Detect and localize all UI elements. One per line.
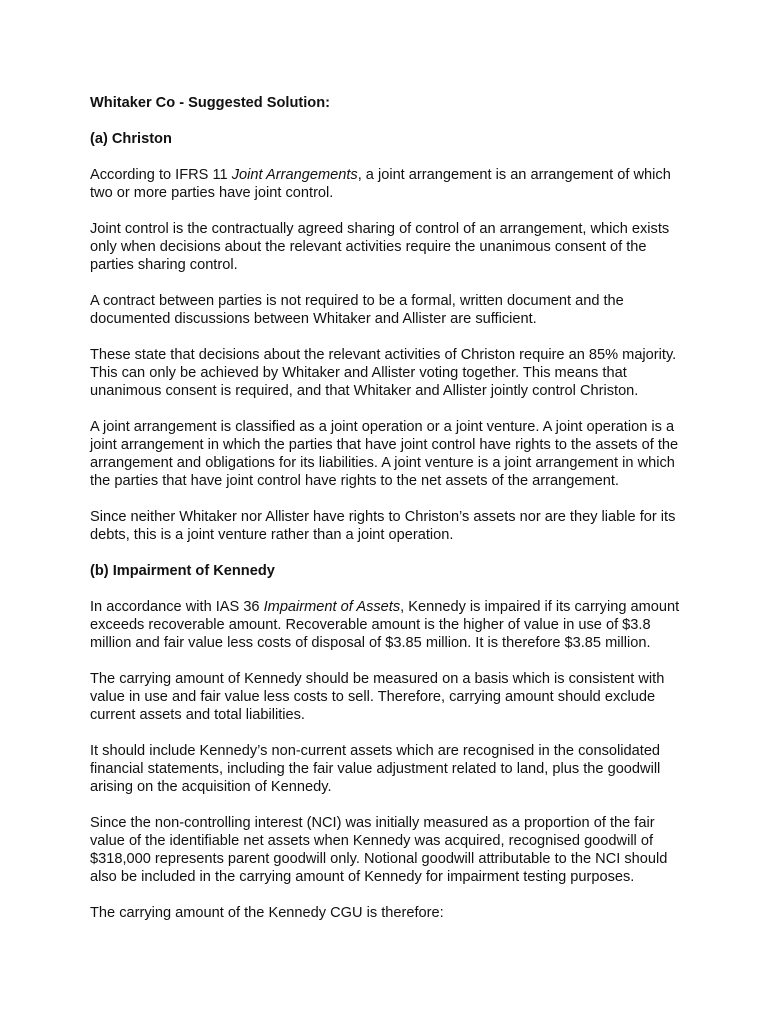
standard-title: Joint Arrangements	[231, 167, 358, 183]
paragraph-text: , Kennedy is impaired if its carrying amount exceeds recoverable amount. Recoverable amount is the higher of value in use of $3.8 million and fair value less costs of disposal of $3.85 million. It is therefore $3.85 million.	[90, 599, 680, 651]
standard-title: Impairment of Assets	[263, 599, 401, 615]
paragraph-nci-goodwill: Since the non-controlling interest (NCI) was initially measured as a proportion of the fair value of the identifiable net assets when Kennedy was acquired, recognised goodwill of $318,000 represents parent goodwill only. Notional goodwill attributable to the NCI should also be included in the carrying amount of Kennedy for impairment testing purposes.	[90, 815, 668, 885]
paragraph-text: According to IFRS 11	[90, 167, 232, 183]
paragraph-classification: A joint arrangement is classified as a joint operation or a joint venture. A joint operation is a joint arrangement in which the parties that have joint control have rights to the assets of the arrangement and obligations for its liabilities. A joint venture is a joint arrangement in which the parties that have joint control have rights to the net assets of the arrangement.	[90, 419, 679, 489]
paragraph-joint-control: Joint control is the contractually agreed sharing of control of an arrangement, which exists only when decisions about the relevant activities require the unanimous consent of the parties sharing control.	[90, 221, 670, 273]
paragraph-text: In accordance with IAS 36	[90, 599, 264, 615]
paragraph-majority: These state that decisions about the relevant activities of Christon require an 85% majority. This can only be achieved by Whitaker and Allister voting together. This means that unanimous consent is required, and that Whitaker and Allister jointly control Christon.	[90, 347, 677, 399]
section-heading-christon: (a) Christon	[90, 131, 172, 147]
paragraph-non-current-assets: It should include Kennedy’s non-current assets which are recognised in the consolidated financial statements, including the fair value adjustment related to land, plus the goodwill arising on the acquisition of Kennedy.	[90, 743, 661, 795]
section-heading-impairment: (b) Impairment of Kennedy	[90, 563, 275, 579]
paragraph-ias36	[90, 598, 690, 652]
paragraph-text: , a joint arrangement is an arrangement of which two or more parties have joint control.	[90, 167, 671, 201]
paragraph-joint-venture-conclusion: Since neither Whitaker nor Allister have rights to Christon’s assets nor are they liable for its debts, this is a joint venture rather than a joint operation.	[90, 509, 676, 543]
document-body	[90, 94, 690, 940]
document-title: Whitaker Co - Suggested Solution:	[90, 95, 330, 111]
paragraph-contract: A contract between parties is not required to be a formal, written document and the documented discussions between Whitaker and Allister are sufficient.	[90, 293, 624, 327]
paragraph-ifrs11	[90, 166, 690, 202]
paragraph-carrying-amount-basis: The carrying amount of Kennedy should be measured on a basis which is consistent with value in use and fair value less costs to sell. Therefore, carrying amount should exclude current assets and total liabilities.	[90, 671, 665, 723]
paragraph-cgu-intro: The carrying amount of the Kennedy CGU is therefore:	[90, 905, 444, 921]
